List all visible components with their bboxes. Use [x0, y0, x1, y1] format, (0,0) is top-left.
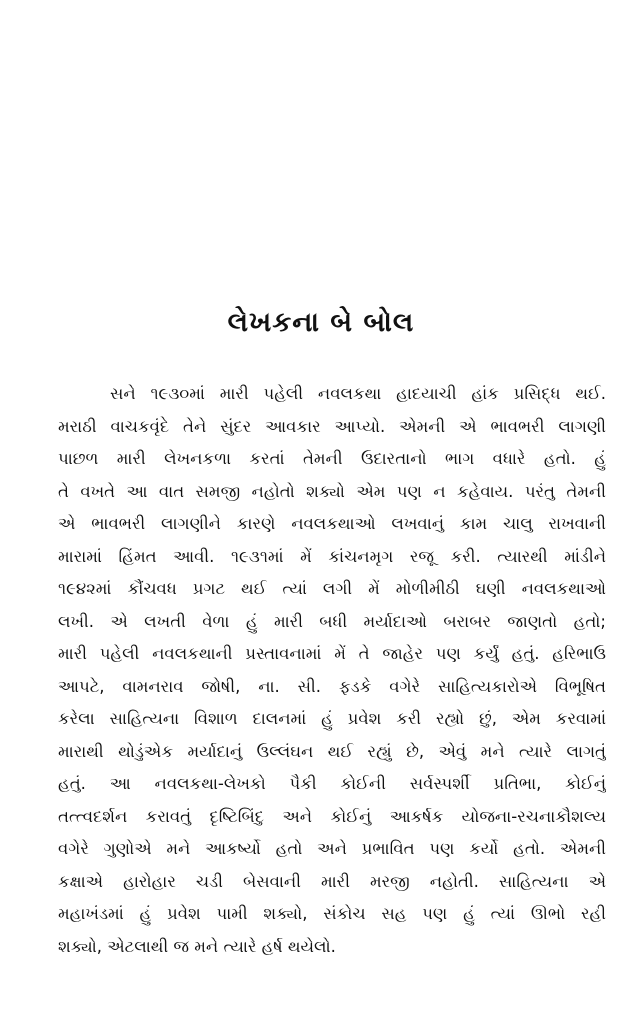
paragraph-line: તે વખતે આ વાત સમજી નહોતો શક્યો એમ પણ ન કહેવાય. પરંતુ તેમની — [58, 481, 606, 501]
paragraph-line: મરાઠી વાચકવૃંદે તેને સુંદર આવકાર આપ્યો. એમની એ ભાવભરી લાગણી — [58, 416, 606, 436]
paragraph-line: ૧૯૪૨માં કૌંચવધ પ્રગટ થઈ ત્યાં લગી મેં મોળીમીઠી ઘણી નવલકથાઓ — [58, 579, 606, 598]
paragraph-line: એ ભાવભરી લાગણીને કારણે નવલકથાઓ લખવાનું કામ ચાલુ રાખવાની — [58, 514, 606, 533]
paragraph-line: મારાથી થોડુંએક મર્યાદાનું ઉલ્લંઘન થઈ રહ્યું છે, એવું મને ત્યારે લાગતું — [58, 741, 606, 761]
paragraph-line: મારી પહેલી નવલકથાની પ્રસ્તાવનામાં મેં તે જાહેર પણ કર્યું હતું. હરિભાઉ — [58, 644, 606, 663]
paragraph-line: મારામાં હિંમત આવી. ૧૯૩૧માં મેં કાંચનમૃગ રજૂ કરી. ત્યારથી માંડીને — [58, 546, 606, 566]
paragraph-line: સને ૧૯૩૦માં મારી પહેલી નવલકથા હાદયાચી હાંક પ્રસિદ્ધ થઈ. — [110, 384, 606, 403]
paragraph-line: કરેલા સાહિત્યના વિશાળ દાલનમાં હું પ્રવેશ કરી રહ્યો છું, એમ કરવામાં — [58, 709, 606, 728]
paragraph-line: શક્યો, એટલાથી જ મને ત્યારે હર્ષ થયેલો. — [58, 936, 336, 956]
paragraph-line: મહાખંડમાં હું પ્રવેશ પામી શક્યો, સંકોચ સહ પણ હું ત્યાં ઊભો રહી — [58, 904, 606, 923]
page-title: લેખકના બે બોલ — [227, 307, 415, 338]
paragraph-line: તત્ત્વદર્શન કરાવતું દૃષ્ટિબિંદુ અને કોઈનું આકર્ષક યોજના-રચનાકૌશલ્ય — [58, 806, 606, 826]
paragraph-line: લખી. એ લખતી વેળા હું મારી બધી મર્યાદાઓ બરાબર જાણતો હતો; — [58, 611, 606, 631]
paragraph-line: પાછળ મારી લેખનકળા કરતાં તેમની ઉદારતાનો ભાગ વધારે હતો. હું — [58, 449, 606, 468]
paragraph-line: કક્ષાએ હારોહાર ચડી બેસવાની મારી મરજી નહોતી. સાહિત્યના એ — [58, 871, 606, 891]
body-paragraph — [58, 378, 606, 963]
paragraph-line: આપટે, વામનરાવ જોષી, ના. સી. ફડકે વગેરે સાહિત્યકારોએ વિભૂષિત — [58, 676, 606, 696]
paragraph-line: હતું. આ નવલકથા-લેખકો પૈકી કોઈની સર્વસ્પર્શી પ્રતિભા, કોઈનું — [58, 774, 606, 793]
paragraph-line: વગેરે ગુણોએ મને આકર્ષ્યો હતો અને પ્રભાવિત પણ કર્યો હતો. એમની — [58, 839, 606, 858]
